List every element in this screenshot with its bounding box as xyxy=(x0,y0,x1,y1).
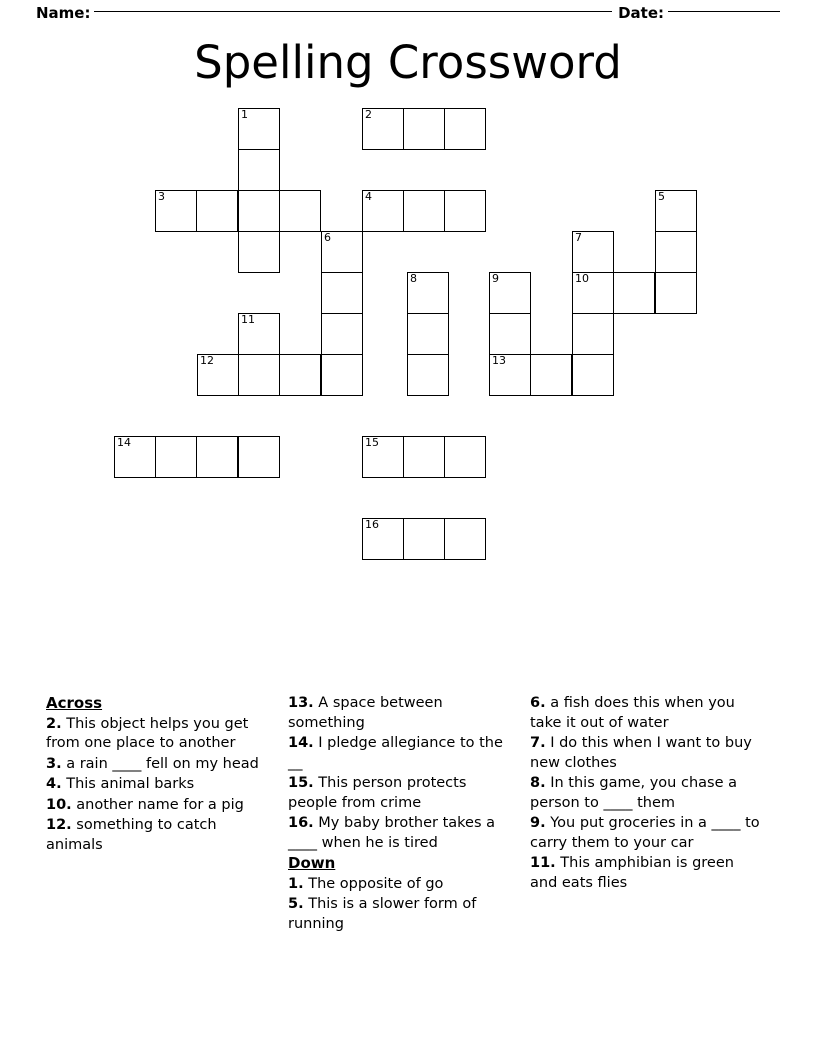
crossword-cell[interactable] xyxy=(403,436,445,478)
clue-number: 4. xyxy=(46,776,62,792)
clue-item xyxy=(530,854,765,893)
crossword-cell[interactable] xyxy=(279,354,321,396)
cell-number: 12 xyxy=(200,354,214,367)
crossword-cell[interactable] xyxy=(362,436,404,478)
crossword-cell[interactable] xyxy=(321,272,363,314)
crossword-cell[interactable] xyxy=(196,190,238,232)
clue-item xyxy=(530,774,765,813)
cell-number: 3 xyxy=(158,190,165,203)
clue-number: 11. xyxy=(530,855,556,871)
crossword-cell[interactable] xyxy=(114,436,156,478)
crossword-cell[interactable] xyxy=(572,354,614,396)
crossword-cell[interactable] xyxy=(238,354,280,396)
crossword-cell[interactable] xyxy=(444,190,486,232)
crossword-cell[interactable] xyxy=(238,436,280,478)
clue-text: another name for a pig xyxy=(71,796,244,813)
crossword-cell[interactable] xyxy=(238,313,280,355)
cell-number: 15 xyxy=(365,436,379,449)
clue-item xyxy=(288,875,510,895)
clue-number: 7. xyxy=(530,735,546,751)
clues-column-2 xyxy=(288,694,510,935)
crossword-cell[interactable] xyxy=(321,313,363,355)
crossword-cell[interactable] xyxy=(444,518,486,560)
cell-number: 10 xyxy=(575,272,589,285)
name-blank-line xyxy=(94,11,612,12)
cell-number: 11 xyxy=(241,313,255,326)
clue-text: This person protects people from crime xyxy=(288,775,467,811)
clue-number: 16. xyxy=(288,815,314,831)
down-heading: Down xyxy=(288,854,336,872)
crossword-cell[interactable] xyxy=(279,190,321,232)
crossword-cell[interactable] xyxy=(362,108,404,150)
crossword-cell[interactable] xyxy=(489,272,531,314)
clue-text: I do this when I want to buy new clothes xyxy=(530,735,752,771)
clue-item xyxy=(288,814,510,853)
clue-item xyxy=(46,755,268,775)
date-label: Date: xyxy=(618,4,664,22)
crossword-cell[interactable] xyxy=(238,190,280,232)
clue-number: 5. xyxy=(288,896,304,912)
clue-number: 6. xyxy=(530,695,546,711)
clue-item xyxy=(288,774,510,813)
cell-number: 14 xyxy=(117,436,131,449)
clue-number: 3. xyxy=(46,755,62,772)
clue-number: 8. xyxy=(530,775,546,791)
crossword-cell[interactable] xyxy=(444,436,486,478)
date-blank-line xyxy=(668,11,780,12)
crossword-cell[interactable] xyxy=(530,354,572,396)
clue-text: In this game, you chase a person to ____ them xyxy=(530,775,737,811)
clue-text: You put groceries in a ____ to carry them to your car xyxy=(530,815,760,851)
cell-number: 4 xyxy=(365,190,372,203)
cell-number: 5 xyxy=(658,190,665,203)
clue-item xyxy=(46,775,268,795)
clue-text: This amphibian is green and eats flies xyxy=(530,855,734,891)
crossword-cell[interactable] xyxy=(489,313,531,355)
crossword-cell[interactable] xyxy=(444,108,486,150)
clue-item xyxy=(530,694,765,733)
crossword-cell[interactable] xyxy=(572,313,614,355)
clue-number: 10. xyxy=(46,796,72,813)
cell-number: 9 xyxy=(492,272,499,285)
clue-item xyxy=(530,734,765,773)
crossword-cell[interactable] xyxy=(613,272,655,314)
clue-text: a rain ____ fell on my head xyxy=(61,755,259,772)
page-title: Spelling Crossword xyxy=(194,36,622,89)
crossword-cell[interactable] xyxy=(407,313,449,355)
clue-item xyxy=(530,814,765,853)
crossword-cell[interactable] xyxy=(655,231,697,273)
clue-number: 15. xyxy=(288,775,314,791)
across-heading: Across xyxy=(46,694,103,712)
clue-number: 13. xyxy=(288,695,314,711)
clues-area xyxy=(46,694,770,964)
crossword-cell[interactable] xyxy=(489,354,531,396)
crossword-cell[interactable] xyxy=(321,354,363,396)
crossword-cell[interactable] xyxy=(238,149,280,191)
cell-number: 6 xyxy=(324,231,331,244)
clue-number: 9. xyxy=(530,815,546,831)
cell-number: 13 xyxy=(492,354,506,367)
crossword-cell[interactable] xyxy=(407,354,449,396)
clue-number: 1. xyxy=(288,875,304,892)
crossword-cell[interactable] xyxy=(196,436,238,478)
crossword-cell[interactable] xyxy=(362,518,404,560)
clues-column-3 xyxy=(530,694,765,894)
crossword-cell[interactable] xyxy=(197,354,239,396)
cell-number: 1 xyxy=(241,108,248,121)
clue-text: The opposite of go xyxy=(303,875,444,892)
student-header xyxy=(36,0,780,26)
crossword-cell[interactable] xyxy=(655,272,697,314)
cell-number: 16 xyxy=(365,518,379,531)
clue-text: This animal barks xyxy=(61,776,195,792)
clue-number: 12. xyxy=(46,817,72,833)
clue-number: 2. xyxy=(46,715,62,732)
clue-text: A space between something xyxy=(288,695,443,731)
clue-text: I pledge allegiance to the __ xyxy=(288,735,503,771)
crossword-cell[interactable] xyxy=(572,272,614,314)
name-label: Name: xyxy=(36,4,91,22)
clue-text: something to catch animals xyxy=(46,817,217,853)
clue-item xyxy=(46,715,268,754)
clue-text: This object helps you get from one place to another xyxy=(46,715,249,751)
crossword-cell[interactable] xyxy=(362,190,404,232)
cell-number: 7 xyxy=(575,231,582,244)
crossword-cell[interactable] xyxy=(321,231,363,273)
crossword-cell[interactable] xyxy=(572,231,614,273)
clue-number: 14. xyxy=(288,735,314,751)
clue-item xyxy=(46,796,268,816)
crossword-grid xyxy=(0,108,816,578)
clue-item xyxy=(288,694,510,733)
crossword-cell[interactable] xyxy=(155,190,197,232)
crossword-cell[interactable] xyxy=(238,231,280,273)
clue-item xyxy=(288,734,510,773)
crossword-cell[interactable] xyxy=(403,518,445,560)
cell-number: 2 xyxy=(365,108,372,121)
clue-item xyxy=(46,816,268,855)
clue-text: My baby brother takes a ____ when he is tired xyxy=(288,815,495,851)
clue-text: This is a slower form of running xyxy=(288,896,477,932)
clues-column-1 xyxy=(46,694,268,856)
crossword-cell[interactable] xyxy=(403,108,445,150)
crossword-cell[interactable] xyxy=(238,108,280,150)
clue-text: a fish does this when you take it out of water xyxy=(530,695,735,731)
crossword-cell[interactable] xyxy=(403,190,445,232)
crossword-cell[interactable] xyxy=(655,190,697,232)
cell-number: 8 xyxy=(410,272,417,285)
clue-item xyxy=(288,895,510,934)
crossword-cell[interactable] xyxy=(155,436,197,478)
crossword-cell[interactable] xyxy=(407,272,449,314)
